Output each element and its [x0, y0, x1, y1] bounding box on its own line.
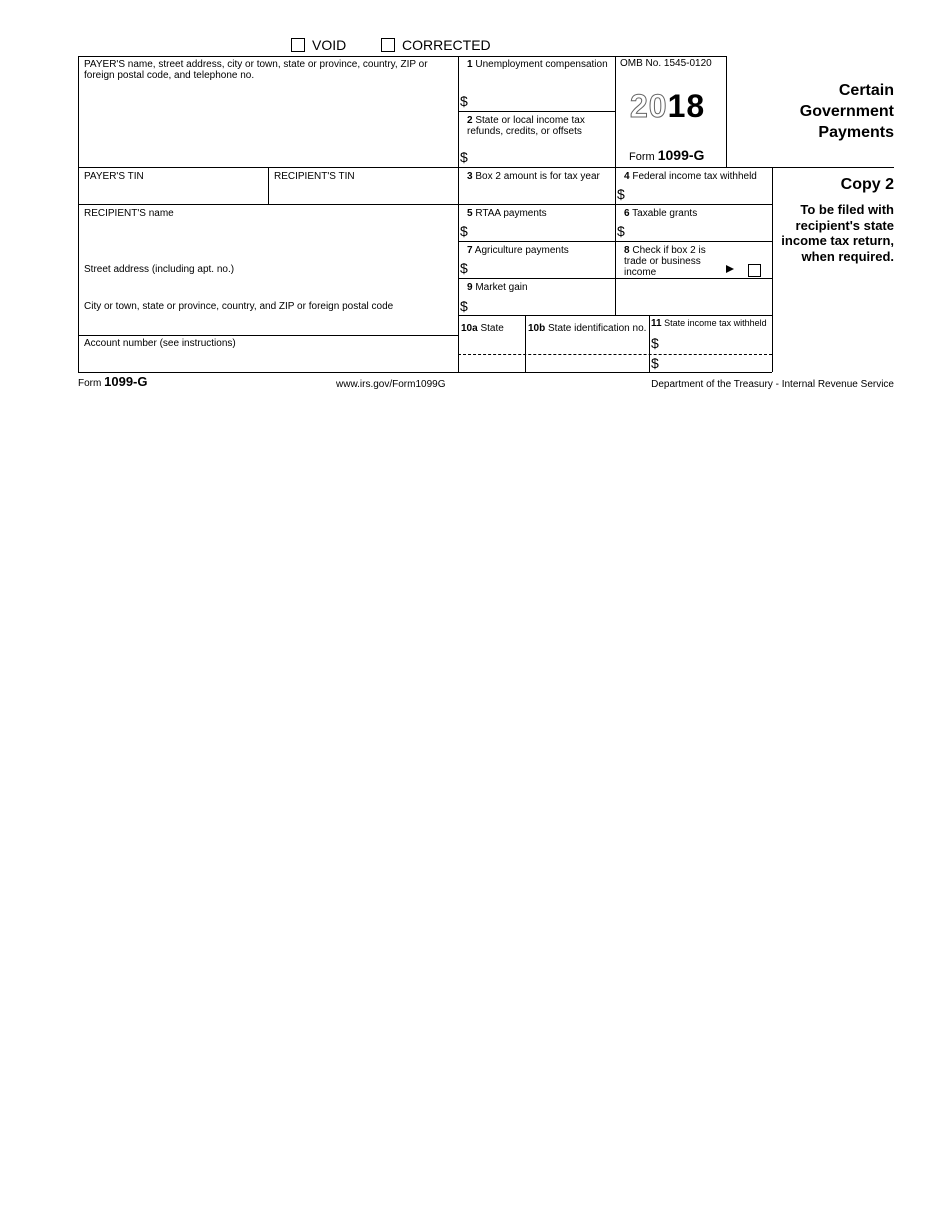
box1-unemployment-field[interactable]: [472, 90, 612, 110]
void-checkbox[interactable]: [291, 38, 305, 52]
box10a-label: 10a State: [461, 323, 504, 334]
box5-label: 5 RTAA payments: [467, 208, 547, 219]
payer-tin-label: PAYER'S TIN: [84, 171, 144, 182]
recipient-name-field[interactable]: [80, 221, 456, 259]
filing-instructions: To be filed with recipient's state income tax return, when required.: [781, 202, 894, 264]
box1-label: 1 Unemployment compensation: [467, 59, 608, 70]
box10b-state-id-field-1[interactable]: [527, 336, 647, 353]
box6-dollar-sign: $: [617, 223, 625, 239]
box7-label: 7 Agriculture payments: [467, 245, 569, 256]
box11-withheld-field-2[interactable]: [662, 356, 770, 371]
box3-tax-year-field[interactable]: [462, 184, 612, 202]
box10a-state-field-1[interactable]: [460, 336, 523, 353]
box11-dollar-sign-2: $: [651, 355, 659, 371]
box4-dollar-sign: $: [617, 186, 625, 202]
footer-department: Department of the Treasury - Internal Revenue Service: [651, 379, 894, 390]
box2-dollar-sign: $: [460, 149, 468, 165]
box4-label: 4 Federal income tax withheld: [624, 171, 757, 182]
form-title: Certain Government Payments: [799, 82, 894, 141]
box10a-state-field-2[interactable]: [460, 356, 523, 371]
box11-dollar-sign-1: $: [651, 335, 659, 351]
box7-agriculture-field[interactable]: [472, 258, 612, 276]
footer-form-name: Form 1099-G: [78, 374, 148, 389]
omb-number: OMB No. 1545-0120: [620, 58, 712, 69]
box6-taxable-grants-field[interactable]: [629, 221, 769, 239]
box10b-state-id-field-2[interactable]: [527, 356, 647, 371]
payer-name-label: PAYER'S name, street address, city or town, state or province, country, ZIP or foreign postal code, and telephone no.: [84, 59, 428, 81]
void-label: VOID: [312, 37, 347, 53]
account-number-field[interactable]: [80, 351, 456, 371]
copy-label: Copy 2: [840, 176, 894, 193]
box8-checkbox[interactable]: [748, 264, 761, 277]
payer-name-field[interactable]: [80, 84, 456, 166]
arrow-right-icon: [726, 265, 734, 273]
box1-dollar-sign: $: [460, 93, 468, 109]
box7-dollar-sign: $: [460, 260, 468, 276]
city-state-zip-label: City or town, state or province, country, and ZIP or foreign postal code: [84, 301, 394, 312]
box9-market-gain-field[interactable]: [472, 295, 612, 313]
footer-url: www.irs.gov/Form1099G: [336, 379, 446, 390]
payer-tin-field[interactable]: [80, 184, 266, 202]
recipient-tin-label: RECIPIENT'S TIN: [274, 171, 355, 182]
box11-withheld-field-1[interactable]: [662, 336, 770, 353]
recipient-tin-field[interactable]: [270, 184, 456, 202]
tax-year: 2018: [630, 88, 706, 124]
box2-label: 2 State or local income tax refunds, credits, or offsets: [467, 115, 585, 137]
box5-dollar-sign: $: [460, 223, 468, 239]
corrected-checkbox[interactable]: [381, 38, 395, 52]
city-state-zip-field[interactable]: [80, 314, 456, 334]
box2-state-refund-field[interactable]: [472, 145, 612, 165]
omb-form-name: Form 1099-G: [629, 147, 705, 163]
box9-dollar-sign: $: [460, 298, 468, 314]
box8-label: 8 Check if box 2 is trade or business income: [624, 245, 706, 278]
box11-label: 11 State income tax withheld: [651, 318, 767, 329]
account-number-label: Account number (see instructions): [84, 338, 236, 349]
box9-label: 9 Market gain: [467, 282, 528, 293]
box3-label: 3 Box 2 amount is for tax year: [467, 171, 600, 182]
recipient-name-label: RECIPIENT'S name: [84, 208, 174, 219]
box5-rtaa-field[interactable]: [472, 221, 612, 239]
street-address-label: Street address (including apt. no.): [84, 264, 235, 275]
street-address-field[interactable]: [80, 277, 456, 295]
corrected-label: CORRECTED: [402, 37, 491, 53]
box4-federal-withheld-field[interactable]: [629, 184, 769, 202]
box6-label: 6 Taxable grants: [624, 208, 698, 219]
box10b-label: 10b State identification no.: [528, 323, 647, 334]
